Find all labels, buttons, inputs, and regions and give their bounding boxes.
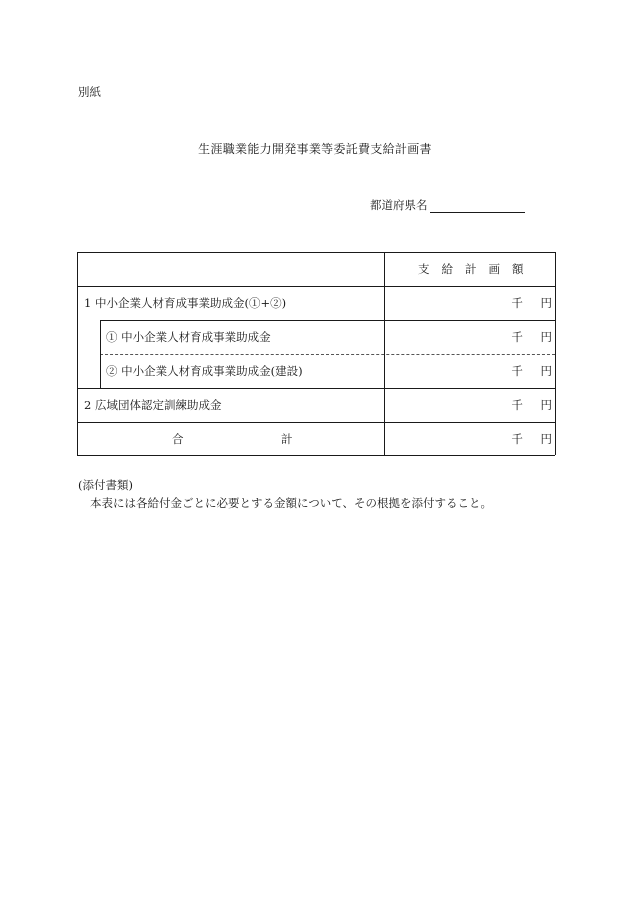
- row-amount-unit: 千 円: [511, 398, 552, 412]
- prefecture-field: [370, 197, 525, 213]
- table-border-left: [77, 252, 78, 455]
- attachment-label: 別紙: [78, 85, 101, 99]
- subrow-label: ② 中小企業人材育成事業助成金(建設): [106, 364, 303, 378]
- row-divider: [384, 320, 555, 321]
- table-border-bottom: [77, 455, 555, 456]
- table-border-right: [555, 252, 556, 455]
- row-divider-dashed: [100, 354, 555, 355]
- table-border-top: [77, 252, 555, 253]
- row-amount-unit: 千 円: [511, 364, 552, 378]
- row-divider: [77, 422, 555, 423]
- table-header-divider: [77, 286, 555, 287]
- column-divider: [384, 252, 385, 455]
- column-header-amount: 支給計画額: [418, 262, 536, 276]
- row-amount-unit: 千 円: [511, 296, 552, 310]
- page-title: 生涯職業能力開発事業等委託費支給計画書: [198, 142, 432, 156]
- subrow-label: ① 中小企業人材育成事業助成金: [106, 330, 271, 344]
- prefecture-blank-line: [430, 200, 525, 213]
- subrow-indent-line: [100, 320, 101, 388]
- row-label: 2 広域団体認定訓練助成金: [84, 398, 222, 412]
- row-amount-unit: 千 円: [511, 330, 552, 344]
- notes-title: (添付書類): [78, 478, 133, 492]
- total-label-left: 合: [172, 432, 184, 446]
- row-divider: [77, 388, 555, 389]
- row-label: 1 中小企業人材育成事業助成金(①+②): [84, 296, 287, 310]
- total-amount-unit: 千 円: [511, 432, 552, 446]
- notes-body: 本表には各給付金ごとに必要とする金額について、その根拠を添付すること。: [90, 496, 493, 510]
- prefecture-label: 都道府県名: [370, 198, 428, 212]
- total-label-right: 計: [281, 432, 293, 446]
- row-divider: [100, 320, 384, 321]
